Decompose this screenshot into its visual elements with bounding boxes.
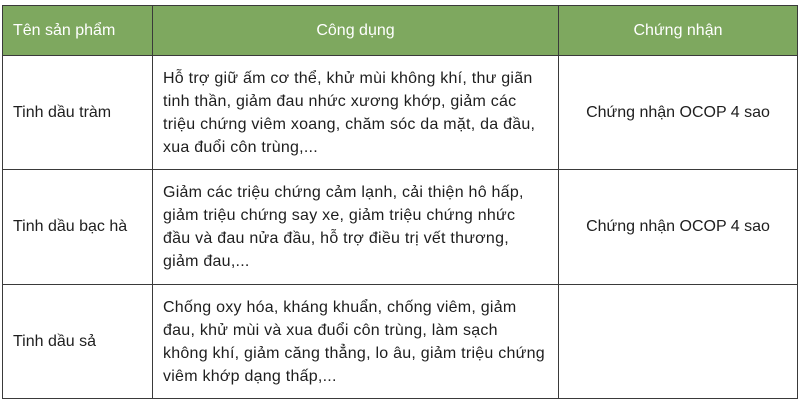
product-table — [2, 5, 798, 399]
product-certification-cell: Chứng nhận OCOP 4 sao — [559, 170, 798, 285]
product-name-cell: Tinh dầu sả — [3, 285, 153, 399]
product-name-cell: Tinh dầu tràm — [3, 56, 153, 170]
header-uses: Công dụng — [153, 6, 559, 56]
product-uses-cell: Hỗ trợ giữ ấm cơ thể, khử mùi không khí, thư giãn tinh thần, giảm đau nhức xương khớp, giảm các triệu chứng viêm xoang, chăm sóc da mặt, da đầu, xua đuổi côn trùng,... — [153, 56, 559, 170]
table-row — [3, 170, 798, 285]
product-uses-cell: Giảm các triệu chứng cảm lạnh, cải thiện hô hấp, giảm triệu chứng say xe, giảm triệu chứng nhức đầu và đau nửa đầu, hỗ trợ điều trị vết thương, giảm đau,... — [153, 170, 559, 285]
header-certification: Chứng nhận — [559, 6, 798, 56]
product-table-container — [2, 5, 797, 399]
table-row — [3, 56, 798, 170]
header-row — [3, 6, 798, 56]
product-name-cell: Tinh dầu bạc hà — [3, 170, 153, 285]
table-header — [3, 6, 798, 56]
product-certification-cell: Chứng nhận OCOP 4 sao — [559, 56, 798, 170]
table-body — [3, 56, 798, 399]
table-row — [3, 285, 798, 399]
product-certification-cell — [559, 285, 798, 399]
header-product-name: Tên sản phẩm — [3, 6, 153, 56]
product-uses-cell: Chống oxy hóa, kháng khuẩn, chống viêm, giảm đau, khử mùi và xua đuổi côn trùng, làm sạch không khí, giảm căng thẳng, lo âu, giảm triệu chứng viêm khớp dạng thấp,... — [153, 285, 559, 399]
